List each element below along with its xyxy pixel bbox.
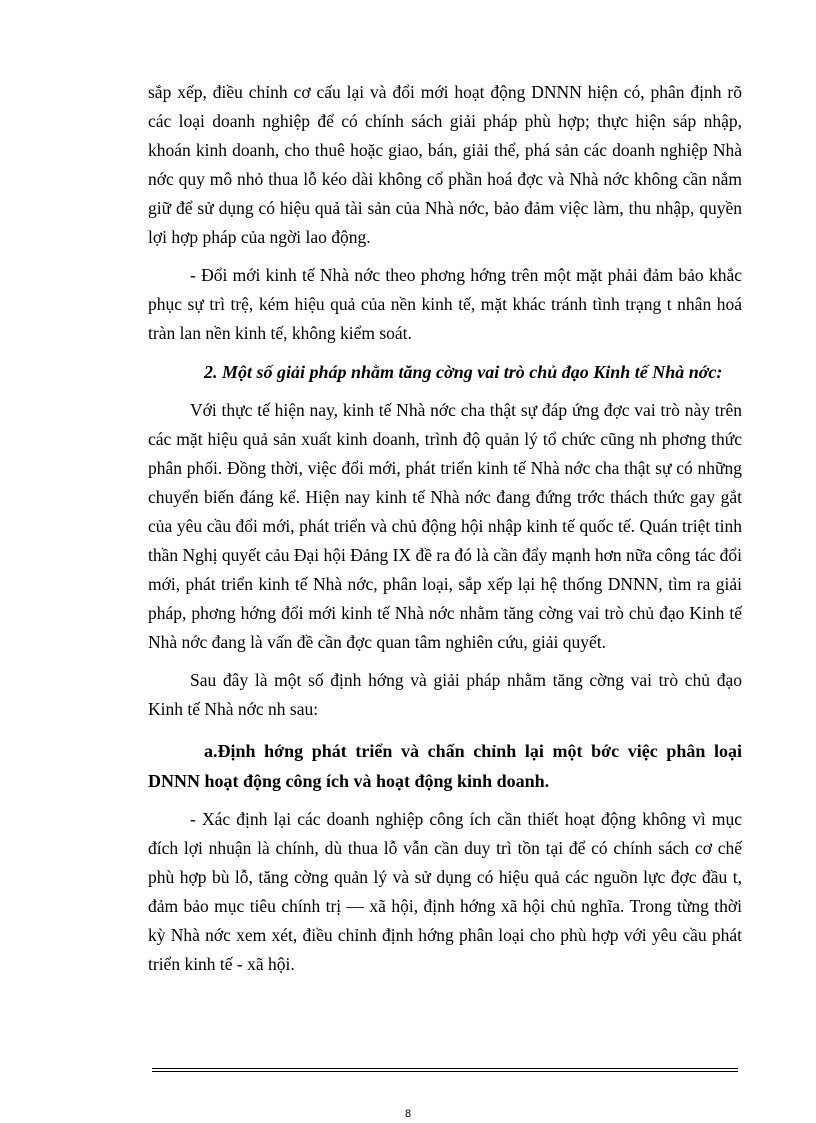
footer-rule-bottom	[152, 1071, 738, 1072]
page-body	[148, 78, 742, 979]
paragraph-intro-solutions: Sau đây là một số định hớng và giải pháp nhằm tăng cờng vai trò chủ đạo Kinh tế Nhà nớc nh sau:	[148, 670, 742, 719]
page-number: 8	[404, 1108, 412, 1120]
paragraph-current-situation: Với thực tế hiện nay, kinh tế Nhà nớc cha thật sự đáp ứng đợc vai trò này trên các mặt hiệu quả sản xuất kinh doanh, trình độ quản lý tổ chức cũng nh phơng thức phân phối. Đồng thời, việc đổi mới, phát triển kinh tế Nhà nớc cha thật sự có những chuyển biến đáng kể. Hiện nay kinh tế Nhà nớc đang đứng trớc thách thức gay gắt của yêu cầu đổi mới, phát triển và chủ động hội nhập kinh tế quốc tế. Quán triệt tinh thần Nghị quyết cảu Đại hội Đảng IX đề ra đó là cần đẩy mạnh hơn nữa công tác đổi mới, phát triển kinh tế Nhà nớc, phân loại, sắp xếp lại hệ thống DNNN, tìm ra giải pháp, phơng hớng đổi mới kinh tế Nhà nớc nhằm tăng cờng vai trò chủ đạo Kinh tế Nhà nớc đang là vấn đề cần đợc quan tâm nghiên cứu, giải quyết.	[148, 400, 742, 652]
paragraph-continued: sắp xếp, điều chỉnh cơ cấu lại và đổi mới hoạt động DNNN hiện có, phân định rõ các loại doanh nghiệp để có chính sách giải pháp phù hợp; thực hiện sáp nhập, khoán kinh doanh, cho thuê hoặc giao, bán, giải thể, phá sản các doanh nghiệp Nhà nớc quy mô nhỏ thua lỗ kéo dài không cổ phần hoá đợc và Nhà nớc không cần nắm giữ để sử dụng có hiệu quả tài sản của Nhà nớc, bảo đảm việc làm, thu nhập, quyền lợi hợp pháp của ngời lao động.	[148, 82, 742, 247]
paragraph-reform-direction: - Đổi mới kinh tế Nhà nớc theo phơng hớng trên một mặt phải đảm bảo khắc phục sự trì trệ, kém hiệu quả của nền kinh tế, mặt khác tránh tình trạng t nhân hoá tràn lan nền kinh tế, không kiểm soát.	[148, 265, 742, 343]
footer-rule-top	[152, 1068, 738, 1069]
paragraph-public-enterprises: - Xác định lại các doanh nghiệp công ích cần thiết hoạt động không vì mục đích lợi nhuận là chính, dù thua lỗ vẫn cần duy trì tồn tại để có chính sách cơ chế phù hợp bù lỗ, tăng cờng quản lý và sử dụng có hiệu quả các nguồn lực đợc đầu t, đảm bảo mục tiêu chính trị — xã hội, định hớng xã hội chủ nghĩa. Trong từng thời kỳ Nhà nớc xem xét, điều chỉnh định hớng phân loại cho phù hợp với yêu cầu phát triển kinh tế - xã hội.	[148, 809, 742, 974]
subsection-heading-a: a.Định hớng phát triển và chấn chỉnh lại một bớc việc phân loại DNNN hoạt động công ích và hoạt động kinh doanh.	[148, 741, 742, 791]
section-heading-2: 2. Một số giải pháp nhằm tăng cờng vai trò chủ đạo Kinh tế Nhà nớc:	[204, 362, 723, 382]
